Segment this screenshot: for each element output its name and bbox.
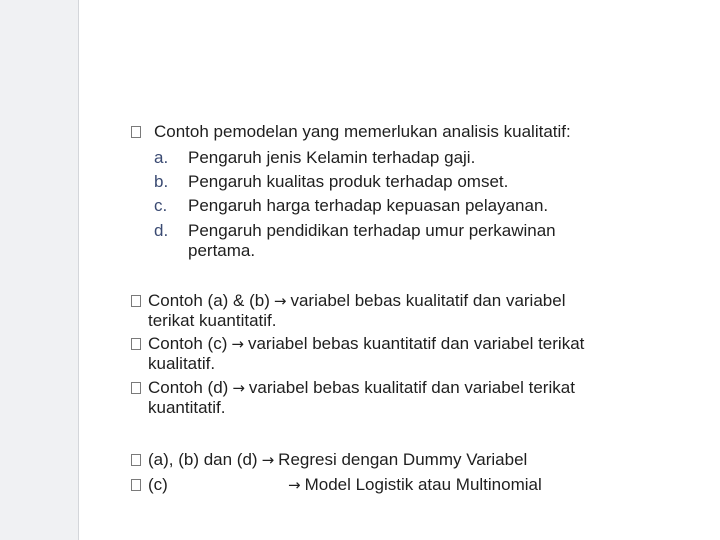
bullet-text-pre: Contoh (d) <box>148 378 229 397</box>
list-item-b <box>154 172 508 192</box>
section2-bullet-2-continuation: kualitatif. <box>148 354 216 373</box>
section2-bullet-1 <box>148 291 565 311</box>
section3-bullet-1 <box>148 450 527 470</box>
section2-bullet-2 <box>148 334 584 354</box>
arrow-icon: → <box>232 379 245 397</box>
bullet-text-pre: (c) <box>148 475 168 494</box>
section2-bullet-3 <box>148 378 575 398</box>
section3-bullet-2 <box>148 475 168 495</box>
section2-bullet-1-continuation: terikat kuantitatif. <box>148 311 277 330</box>
bullet-text-pre: (a), (b) dan (d) <box>148 450 258 469</box>
item-text: Pengaruh pendidikan terhadap umur perkawinan <box>188 221 556 240</box>
list-item-a <box>154 148 475 168</box>
bullet-text-post: variabel bebas kualitatif dan variabel <box>290 291 566 310</box>
list-item-d-continuation: pertama. <box>188 241 256 260</box>
item-marker: d. <box>154 221 169 240</box>
bullet-icon <box>131 475 141 495</box>
item-text: Pengaruh harga terhadap kepuasan pelayanan. <box>188 196 549 215</box>
item-marker: c. <box>154 196 168 215</box>
arrow-icon: → <box>273 292 287 310</box>
bullet-text-post: variabel bebas kualitatif dan variabel terikat <box>248 378 575 397</box>
bullet-icon <box>131 378 141 398</box>
item-marker: b. <box>154 172 169 191</box>
bullet-text-post: Regresi dengan Dummy Variabel <box>278 450 528 469</box>
arrow-icon: → <box>231 335 244 353</box>
arrow-icon: → <box>261 451 275 469</box>
arrow-icon: → <box>288 476 301 494</box>
bullet-icon <box>131 291 141 311</box>
bullet-text-pre: Contoh (a) & (b) <box>148 291 270 310</box>
section2-bullet-3-continuation: kuantitatif. <box>148 398 226 417</box>
list-item-c <box>154 196 548 216</box>
bullet-icon <box>131 122 141 142</box>
section3-bullet-2-result <box>284 475 542 495</box>
bullet-text-post: Model Logistik atau Multinomial <box>304 475 542 494</box>
item-marker: a. <box>154 148 169 167</box>
bullet-text-post: variabel bebas kuantitatif dan variabel terikat <box>247 334 585 353</box>
bullet-text-pre: Contoh (c) <box>148 334 228 353</box>
bullet-icon <box>131 334 141 354</box>
list-item-d <box>154 221 556 241</box>
bullet-icon <box>131 450 141 470</box>
item-text: Pengaruh kualitas produk terhadap omset. <box>188 172 509 191</box>
section1-heading: Contoh pemodelan yang memerlukan analisis kualitatif: <box>154 122 571 141</box>
item-text: Pengaruh jenis Kelamin terhadap gaji. <box>188 148 476 167</box>
